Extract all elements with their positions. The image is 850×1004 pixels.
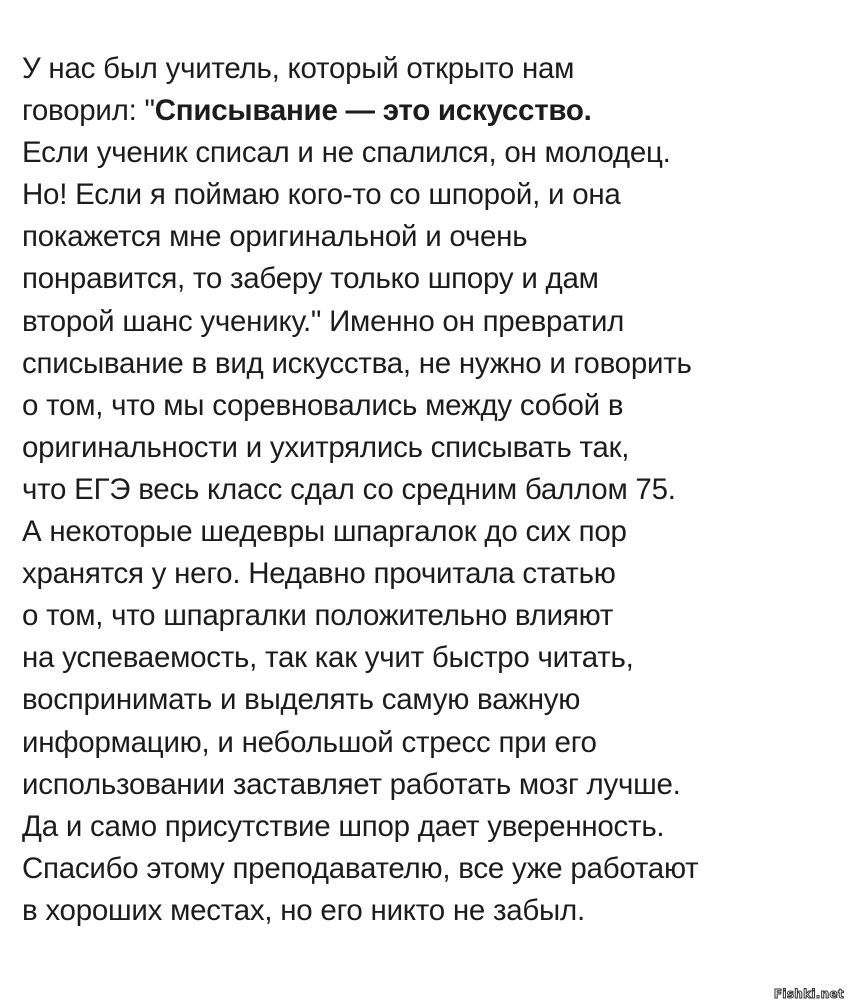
text-line: информацию, и небольшой стресс при его: [22, 725, 597, 759]
text-line: о том, что шпаргалки положительно влияют: [22, 599, 614, 633]
text-line: [22, 90, 837, 132]
text-line: в хороших местах, но его никто не забыл.: [22, 893, 585, 927]
text-line: Спасибо этому преподавателю, все уже работают: [22, 851, 699, 885]
text-line: Но! Если я поймаю кого-то со шпорой, и она: [22, 178, 621, 212]
text-line: У нас был учитель, который открыто нам: [22, 52, 575, 85]
text-line: оригинальности и ухитрялись списывать так,: [22, 430, 630, 464]
text-line: второй шанс ученику." Именно он превратил: [22, 304, 625, 338]
bold-quote: Списывание — это искусство.: [154, 94, 592, 128]
text-line: Да и само присутствие шпор дает уверенность.: [22, 809, 665, 843]
story-text: [22, 48, 837, 932]
text-line: хранятся у него. Недавно прочитала статью: [22, 557, 616, 591]
text-line: о том, что мы соревновались между собой в: [22, 388, 624, 422]
text-line: что ЕГЭ весь класс сдал со средним баллом 75.: [22, 472, 676, 506]
watermark: Fishki.net: [773, 987, 844, 1001]
text-line: понравится, то заберу только шпору и дам: [22, 262, 599, 296]
text-line: на успеваемость, так как учит быстро читать,: [22, 641, 634, 675]
text-line-start: говорил: ": [22, 94, 155, 128]
text-line: Если ученик списал и не спалился, он молодец.: [22, 136, 671, 170]
text-line: покажется мне оригинальной и очень: [22, 220, 528, 254]
text-line: использовании заставляет работать мозг лучше.: [22, 767, 681, 801]
text-line: А некоторые шедевры шпаргалок до сих пор: [22, 515, 627, 549]
text-line: воспринимать и выделять самую важную: [22, 683, 581, 717]
text-line: списывание в вид искусства, не нужно и говорить: [22, 346, 692, 380]
